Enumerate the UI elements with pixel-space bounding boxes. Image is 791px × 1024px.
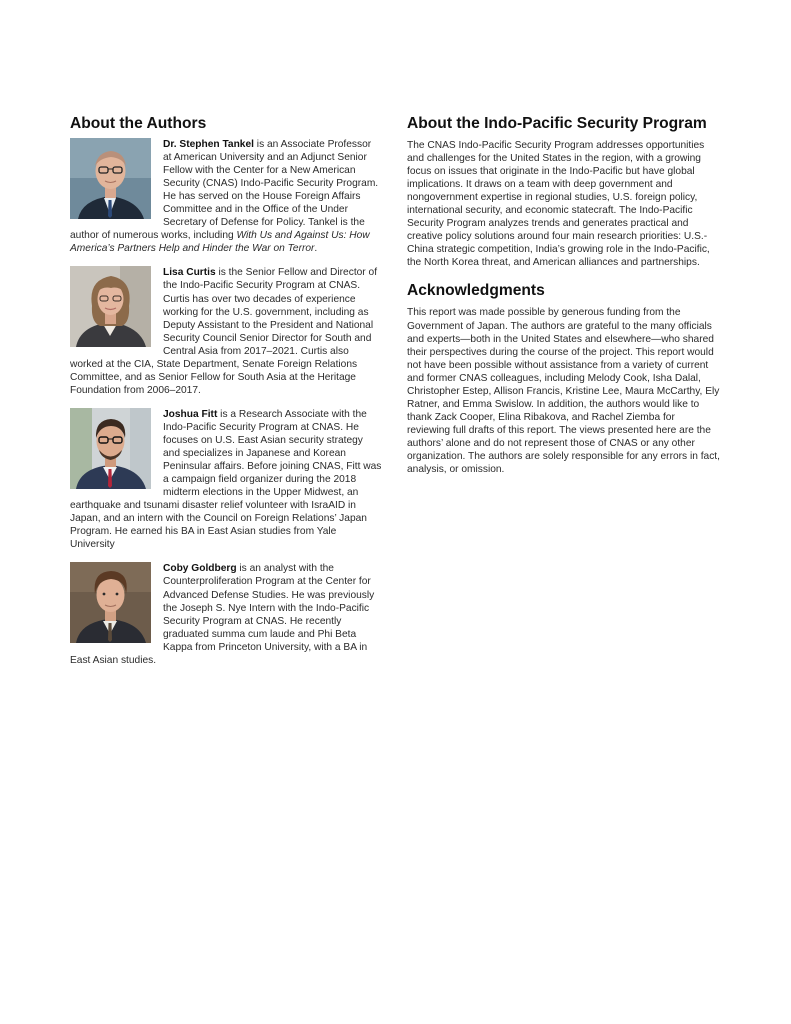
acknowledgments-text: This report was made possible by generous funding from the Government of Japan. The authors are grateful to the many officials and experts—both in the United States and elsewhere—who shared their perspectives during the course of the project. This report would not have been possible without assistance from a variety of current and former CNAS colleagues, including Melody Cook, Isha Dalal, Christopher Estep, Allison Francis, Kristine Lee, Maura McCarthy, Ely Ratner, and Emma Swislow. In addition, the authors would like to thank Zack Cooper, Elina Ribakova, and Rachel Ziemba for reviewing full drafts of this report. The views presented here are the authors’ alone and do not represent those of CNAS or any other organization. The authors are solely responsible for any errors in fact, analysis, or omission.: [407, 307, 720, 476]
author-bio-curtis: [70, 266, 382, 396]
author-text-goldberg: is an analyst with the Counterproliferation Program at the Center for Advanced Defense Studies. He was previously the Joseph S. Nye Intern with the Indo-Pacific Security Program at CNAS. He recently graduated summa cum laude and Phi Beta Kappa from Princeton University, with a BA in East Asian studies.: [70, 563, 375, 666]
author-photo-goldberg: [70, 562, 151, 643]
program-column: [407, 114, 720, 476]
authors-column: [70, 114, 382, 667]
author-text-tankel-end: .: [314, 243, 318, 255]
program-heading: About the Indo-Pacific Security Program: [407, 115, 707, 132]
author-name-tankel: Dr. Stephen Tankel: [163, 139, 254, 150]
author-name-curtis: Lisa Curtis: [163, 267, 216, 279]
author-bio-fitt: [70, 408, 382, 552]
author-name-goldberg: Coby Goldberg: [163, 563, 237, 575]
acknowledgments-heading: Acknowledgments: [407, 282, 545, 300]
author-photo-fitt: [70, 408, 151, 489]
author-bio-goldberg: [70, 562, 382, 666]
author-photo-curtis: [70, 266, 151, 347]
author-bio-tankel: [70, 138, 382, 255]
program-description: The CNAS Indo-Pacific Security Program addresses opportunities and challenges for the United States in the region, with a growing focus on issues that originate in the Indo-Pacific but have global implications. It draws on a team with deep government and nongovernment expertise in regional studies, U.S. foreign policy, international security, and economic statecraft. The Indo-Pacific Security Program analyzes trends and generates practical and creative policy solutions around four main research priorities: U.S.-China strategic competition, India’s growing role in the Indo-Pacific, the North Korea threat, and American alliances and partnerships.: [407, 140, 710, 269]
author-book-title-tankel: With Us and Against Us: How America’s Partners Help and Hinder the War on Terror: [70, 230, 370, 255]
author-text-fitt: is a Research Associate with the Indo-Pacific Security Program at CNAS. He focuses on U.S. East Asian security strategy and specializes in Japanese and Korean Peninsular affairs. Before joining CNAS, Fitt was a campaign field organizer during the 2018 midterm elections in the Upper Midwest, an earthquake and tsunami disaster relief volunteer with IsraAID in Japan, and an intern with the Council on Foreign Relations’ Japan Program. He earned his BA in East Asian studies from Yale University: [70, 408, 382, 551]
author-text-curtis: is the Senior Fellow and Director of the Indo-Pacific Security Program at CNAS. Curtis has over two decades of experience working for the U.S. government, including as Deputy Assistant to the President and National Security Council Senior Director for South and Central Asia from 2017–2021. Curtis also worked at the CIA, State Department, Senate Foreign Relations Committee, and as Senior Fellow for South Asia at the Heritage Foundation from 2006–2017.: [70, 267, 378, 396]
author-name-fitt: Joshua Fitt: [163, 408, 218, 420]
author-photo-tankel: [70, 138, 151, 219]
author-text-tankel: is an Associate Professor at American University and an Adjunct Senior Fellow with the Center for a New American Security (CNAS) Indo-Pacific Security Program. He has served on the House Foreign Affairs Committee and in the Office of the Under Secretary of Defense for Policy. Tankel is the author of numerous works, including: [70, 139, 379, 242]
authors-heading: About the Authors: [70, 115, 207, 132]
